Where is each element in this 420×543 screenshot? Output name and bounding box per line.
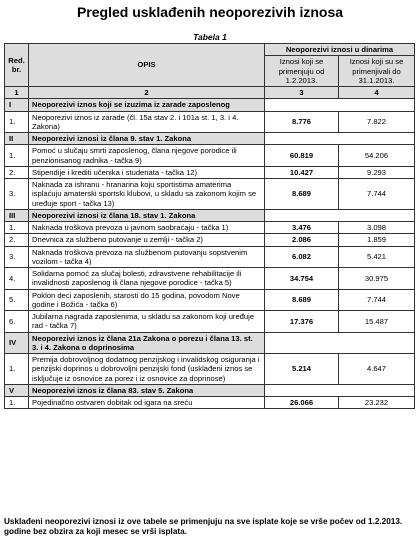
section-blank [265, 133, 415, 145]
row-number: 1. [5, 222, 29, 234]
table-row [5, 234, 415, 246]
header-index-3: 3 [265, 87, 339, 99]
row-description: Naknada troškova prevoza na službenom putovanju sopstvenim vozilom - tačka 4) [29, 246, 265, 268]
row-description: Stipendije i krediti učenika i studenata - tačka 12) [29, 166, 265, 178]
section-blank [265, 99, 415, 111]
amount-new: 6.082 [265, 246, 339, 268]
amount-old: 3.098 [339, 222, 415, 234]
amount-old: 23.232 [339, 397, 415, 409]
section-number: V [5, 384, 29, 396]
table-row [5, 268, 415, 290]
row-description: Jubilarna nagrada zaposlenima, u skladu sa zakonom koji uređuje rad - tačka 7) [29, 311, 265, 333]
section-row [5, 209, 415, 221]
header-index-4: 4 [339, 87, 415, 99]
section-blank [265, 332, 415, 354]
row-number: 4. [5, 268, 29, 290]
section-blank [265, 209, 415, 221]
row-number: 3. [5, 179, 29, 210]
row-number: 1. [5, 111, 29, 133]
row-number: 1. [5, 397, 29, 409]
page-title: Pregled usklađenih neoporezivih iznosa [76, 4, 344, 20]
amount-old: 30.975 [339, 268, 415, 290]
section-row [5, 99, 415, 111]
row-description: Premija dobrovoljnog dodatnog penzijskog i invalidskog osiguranja i penzijski doprinos u dobrovoljni penzijski fond (usklađeni iznos se isključuje iz osnovice za porez i iz osnovice za doprinose) [29, 354, 265, 385]
amount-old: 9.293 [339, 166, 415, 178]
table-row [5, 397, 415, 409]
row-description: Pojedinačno ostvaren dobitak od igara na sreću [29, 397, 265, 409]
amount-old: 5.421 [339, 246, 415, 268]
row-description: Naknada troškova prevoza u javnom saobraćaju - tačka 1) [29, 222, 265, 234]
amount-old: 15.487 [339, 311, 415, 333]
amount-new: 26.066 [265, 397, 339, 409]
row-number: 3. [5, 246, 29, 268]
section-row [5, 133, 415, 145]
header-row-number: Red. br. [5, 44, 29, 87]
section-title: Neoporezivi iznosi iz člana 18. stav 1. Zakona [29, 209, 265, 221]
row-number: 2. [5, 166, 29, 178]
amount-new: 10.427 [265, 166, 339, 178]
table-caption: Tabela 1 [193, 32, 227, 42]
amount-old: 4.647 [339, 354, 415, 385]
amount-new: 8.689 [265, 179, 339, 210]
section-row [5, 332, 415, 354]
amounts-table [4, 43, 415, 409]
amount-new: 34.754 [265, 268, 339, 290]
table-body [5, 99, 415, 409]
row-description: Dnevnica za službeno putovanje u zemlji - tačka 2) [29, 234, 265, 246]
row-number: 2. [5, 234, 29, 246]
table-row [5, 222, 415, 234]
amount-old: 54.206 [339, 145, 415, 167]
amount-new: 8.776 [265, 111, 339, 133]
header-old-amounts: Iznosi koji su se primenjivali do 31.1.2013. [339, 56, 415, 87]
amount-old: 7.744 [339, 289, 415, 311]
section-title: Neoporezivi iznos iz člana 21a Zakona o porezu i člana 13. st. 3. i 4. Zakona o doprinosima [29, 332, 265, 354]
header-description: OPIS [29, 44, 265, 87]
table-row [5, 145, 415, 167]
section-title: Neoporezivi iznosi iz člana 9. stav 1. Zakona [29, 133, 265, 145]
section-row [5, 384, 415, 396]
amount-old: 7.822 [339, 111, 415, 133]
amount-new: 5.214 [265, 354, 339, 385]
section-number: IV [5, 332, 29, 354]
table-row [5, 289, 415, 311]
amount-new: 8.689 [265, 289, 339, 311]
amount-old: 7.744 [339, 179, 415, 210]
table-row [5, 354, 415, 385]
header-amounts-group: Neoporezivi iznosi u dinarima [265, 44, 415, 56]
section-number: I [5, 99, 29, 111]
row-description: Poklon deci zaposlenih, starosti do 15 godina, povodom Nove godine i Božića - tačka 6) [29, 289, 265, 311]
table-row [5, 311, 415, 333]
header-index-2: 2 [29, 87, 265, 99]
section-number: III [5, 209, 29, 221]
header-index-1: 1 [5, 87, 29, 99]
amount-old: 1.859 [339, 234, 415, 246]
table-row [5, 111, 415, 133]
table-row [5, 166, 415, 178]
section-title: Neoporezivi iznos koji se izuzima iz zarade zaposlenog [29, 99, 265, 111]
row-description: Solidarna pomoć za slučaj bolesti, zdravstvene rehabilitacije ili invalidnosti zaposlenog ili člana njegove porodice - tačka 5) [29, 268, 265, 290]
table-row [5, 246, 415, 268]
footer-note: Usklađeni neoporezivi iznosi iz ove tabele se primenjuju na sve isplate koje se vrše počev od 1.2.2013. godine bez obzira za koji mesec se vrši isplata. [4, 517, 403, 537]
amount-new: 3.476 [265, 222, 339, 234]
table-row [5, 179, 415, 210]
section-title: Neoporezivi iznos iz člana 83. stav 5. Zakona [29, 384, 265, 396]
header-new-amounts: Iznosi koji se primenjuju od 1.2.2013. [265, 56, 339, 87]
row-number: 5. [5, 289, 29, 311]
amount-new: 60.819 [265, 145, 339, 167]
row-description: Pomoć u slučaju smrti zaposlenog, člana njegove porodice ili penzionisanog radnika - tačka 9) [29, 145, 265, 167]
section-number: II [5, 133, 29, 145]
row-description: Neoporezivi iznos iz zarade (čl. 15a stav 2. i 101a st. 1, 3. i 4. Zakona) [29, 111, 265, 133]
amount-new: 2.086 [265, 234, 339, 246]
row-description: Naknada za ishranu - hranarina koju sportistima amaterima isplaćuju amaterski sportski klubovi, u skladu sa zakonom kojim se uređuje sport - tačka 13) [29, 179, 265, 210]
amount-new: 17.376 [265, 311, 339, 333]
section-blank [265, 384, 415, 396]
row-number: 1. [5, 354, 29, 385]
row-number: 1. [5, 145, 29, 167]
row-number: 6. [5, 311, 29, 333]
